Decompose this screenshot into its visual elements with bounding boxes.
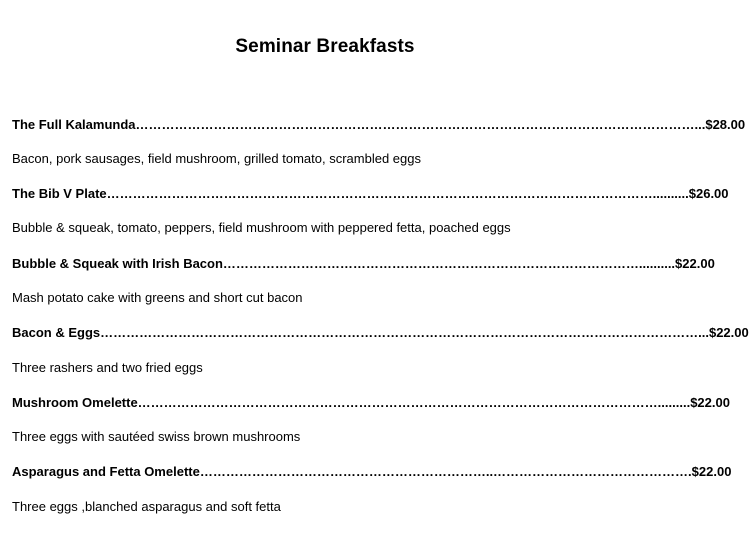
page-title: Seminar Breakfasts bbox=[235, 36, 415, 57]
menu-item-description: Bacon, pork sausages, field mushroom, grilled tomato, scrambled eggs bbox=[12, 151, 421, 166]
menu-item-line: Mushroom Omelette………………………………………………………………………………………………………….........$22.00 bbox=[12, 395, 730, 410]
menu-item-line: The Full Kalamunda…………………………………………………………………………………………………………………...$28.00 bbox=[12, 117, 746, 132]
menu-item-line: Bacon & Eggs…………………………………………………………………………………………………………………………...$22.00 bbox=[12, 325, 749, 340]
menu-item-description: Three eggs with sautéed swiss brown mushrooms bbox=[12, 429, 301, 444]
menu-item-description: Three eggs ,blanched asparagus and soft fetta bbox=[12, 499, 281, 514]
menu-item-line: The Bib V Plate………………………………………………………………………………………………………………..........$26.00 bbox=[12, 186, 729, 201]
menu-item-description: Three rashers and two fried eggs bbox=[12, 360, 203, 375]
menu-item-line: Bubble & Squeak with Irish Bacon……………………………………………………………………………………..........$22.00 bbox=[12, 256, 715, 271]
menu-item-description: Bubble & squeak, tomato, peppers, field mushroom with peppered fetta, poached eggs bbox=[12, 220, 511, 235]
menu-item-line: Asparagus and Fetta Omelette…………………………………………………………..……………………………………….$22.00 bbox=[12, 464, 732, 479]
menu-item-description: Mash potato cake with greens and short cut bacon bbox=[12, 290, 303, 305]
